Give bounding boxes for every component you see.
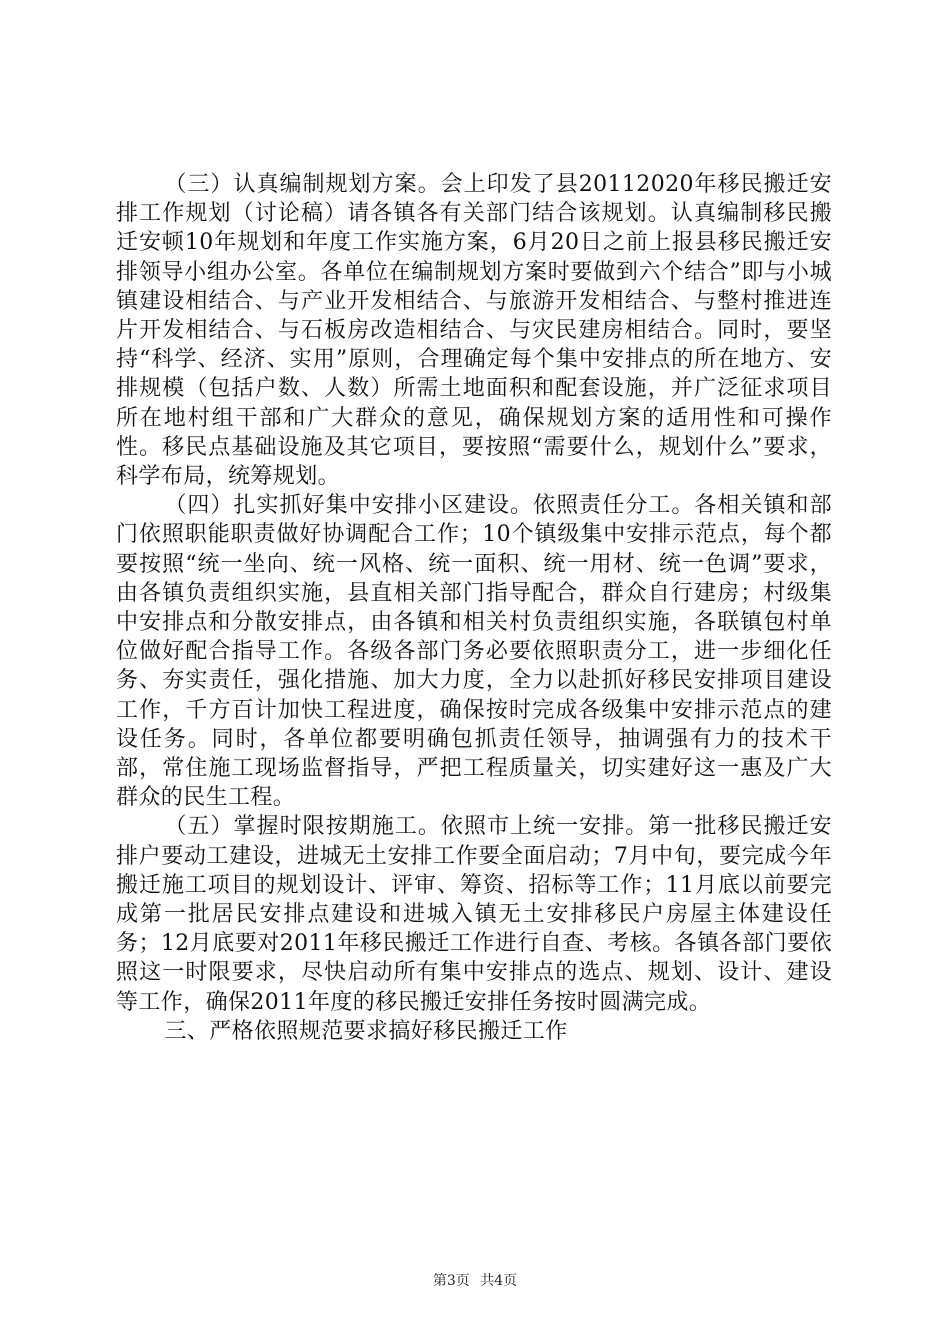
paragraph-section-5: （五）掌握时限按期施工。依照市上统一安排。第一批移民搬迁安排户要动工建设，进城无土安排工作要全面启动；7月中旬，要完成今年搬迁施工项目的规划设计、评审、筹资、招标等工作；11月底以前要完成第一批居民安排点建设和进城入镇无土安排移民户房屋主体建设任务；12月底要对2011年移民搬迁工作进行自查、考核。各镇各部门要依照这一时限要求，尽快启动所有集中安排点的选点、规划、设计、建设等工作，确保2011年度的移民搬迁安排任务按时圆满完成。 [116,814,832,1015]
document-body [116,170,832,1046]
page-footer [0,1272,950,1290]
page-number: 第3页 [432,1273,470,1289]
page-total: 共4页 [480,1273,518,1289]
heading-part-3: 三、严格依照规范要求搞好移民搬迁工作 [164,1018,568,1044]
paragraph-section-3: （三）认真编制规划方案。会上印发了县20112020年移民搬迁安排工作规划（讨论稿）请各镇各有关部门结合该规划。认真编制移民搬迁安顿10年规划和年度工作实施方案，6月20日之前上报县移民搬迁安排领导小组办公室。各单位在编制规划方案时要做到六个结合”即与小城镇建设相结合、与产业开发相结合、与旅游开发相结合、与整村推进连片开发相结合、与石板房改造相结合、与灾民建房相结合。同时，要坚持“科学、经济、实用”原则，合理确定每个集中安排点的所在地方、安排规模（包括户数、人数）所需土地面积和配套设施，并广泛征求项目所在地村组干部和广大群众的意见，确保规划方案的适用性和可操作性。移民点基础设施及其它项目，要按照“需要什么，规划什么”要求，科学布局，统筹规划。 [116,172,832,490]
paragraph-section-4: （四）扎实抓好集中安排小区建设。依照责任分工。各相关镇和部门依照职能职责做好协调配合工作；10个镇级集中安排示范点，每个都要按照“统一坐向、统一风格、统一面积、统一用材、统一色调”要求，由各镇负责组织实施，县直相关部门指导配合，群众自行建房；村级集中安排点和分散安排点，由各镇和相关村负责组织实施，各联镇包村单位做好配合指导工作。各级各部门务必要依照职责分工，进一步细化任务、夯实责任，强化措施、加大力度，全力以赴抓好移民安排项目建设工作，千方百计加快工程进度，确保按时完成各级集中安排示范点的建设任务。同时，各单位都要明确包抓责任领导，抽调强有力的技术干部，常住施工现场监督指导，严把工程质量关，切实建好这一惠及广大群众的民生工程。 [116,493,832,811]
